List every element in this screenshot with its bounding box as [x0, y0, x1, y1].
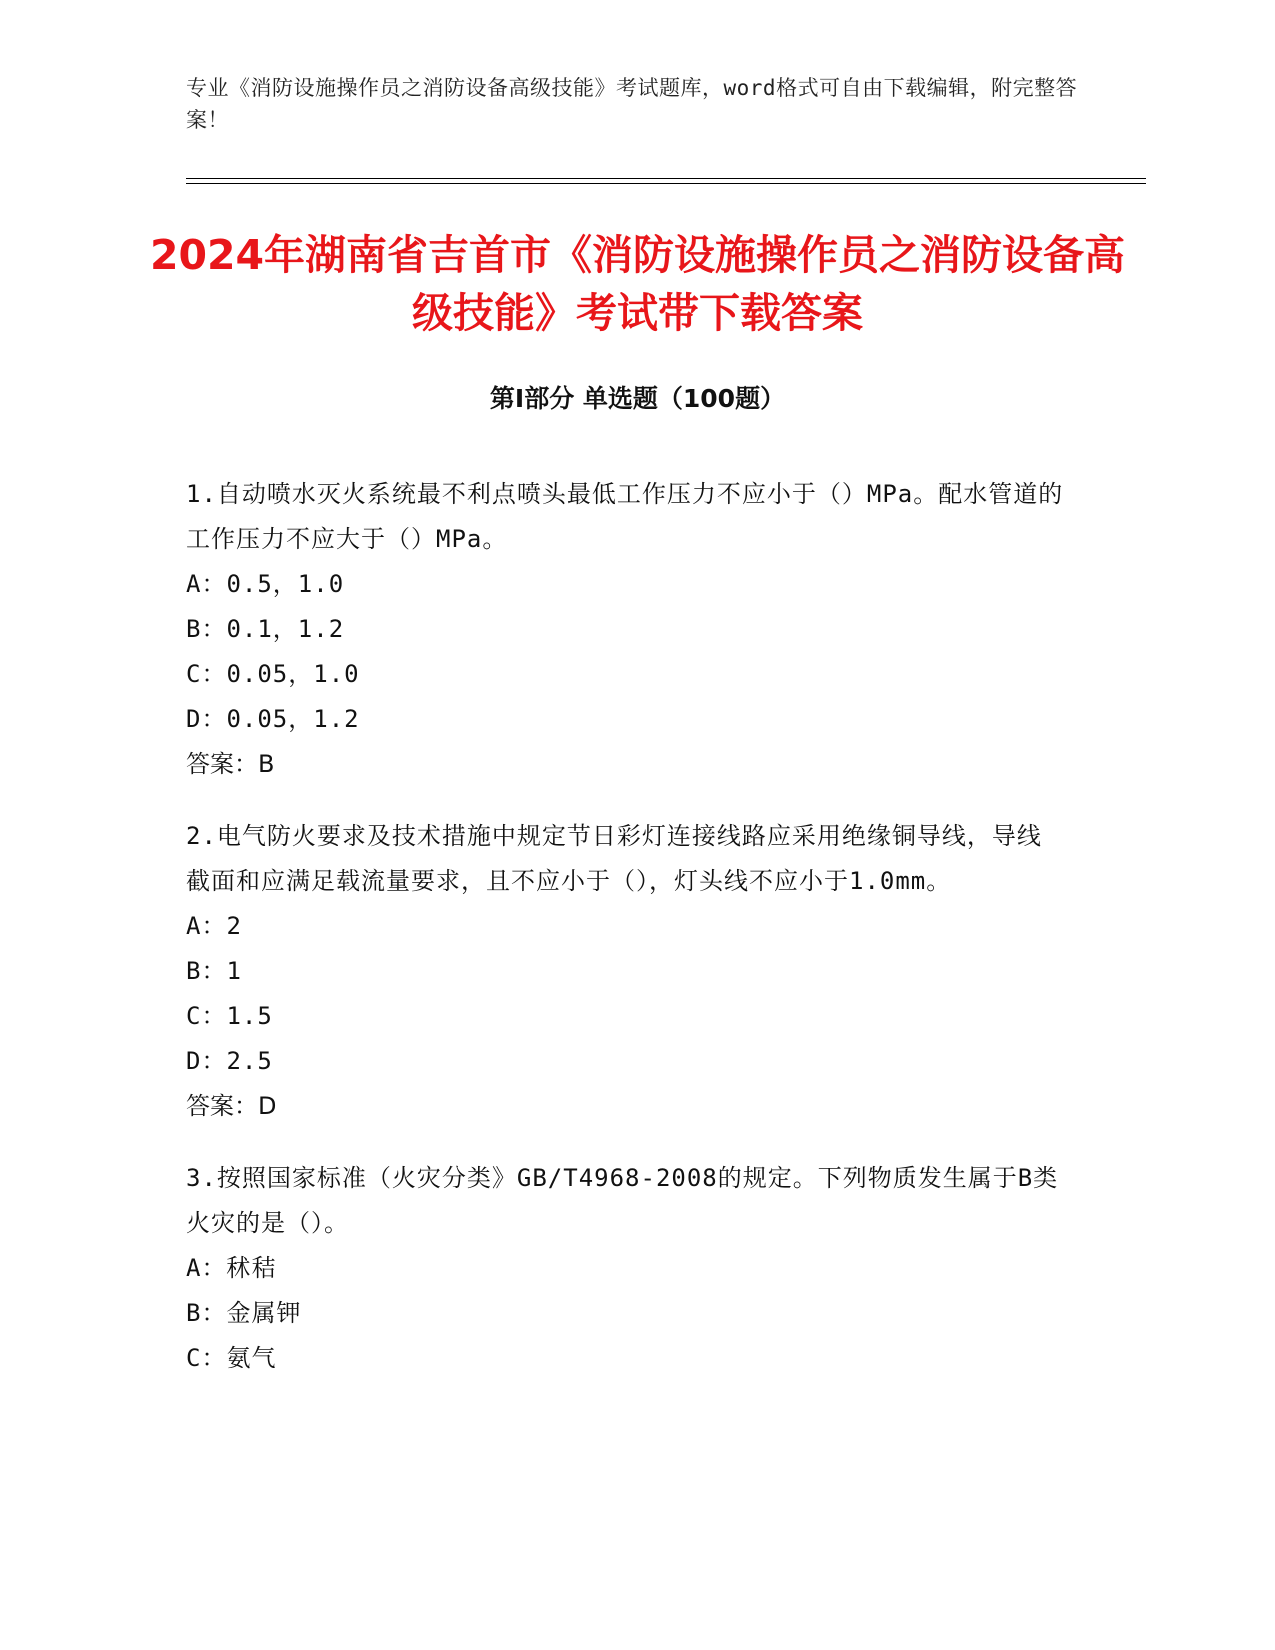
option-d: D：0.05，1.2 — [186, 705, 360, 733]
option-c: C：0.05，1.0 — [186, 660, 360, 688]
option-a: A：0.5，1.0 — [186, 570, 345, 598]
answer: 答案：D — [186, 1092, 277, 1120]
question-1 — [186, 472, 1066, 787]
question-list — [186, 472, 1066, 1408]
option-a: A：2 — [186, 912, 242, 940]
section-heading: 第Ⅰ部分 单选题（100题） — [489, 384, 786, 413]
document-title: 2024年湖南省吉首市《消防设施操作员之消防设备高级技能》考试带下载答案 — [149, 231, 1126, 337]
answer: 答案：B — [186, 750, 275, 778]
question-stem: 1.自动喷水灭火系统最不利点喷头最低工作压力不应小于（）MPa。配水管道的工作压力不应大于（）MPa。 — [186, 480, 1064, 553]
header-note: 专业《消防设施操作员之消防设备高级技能》考试题库，word格式可自由下载编辑，附完整答案！ — [186, 76, 1078, 132]
option-b: B：金属钾 — [186, 1299, 302, 1327]
option-d: D：2.5 — [186, 1047, 273, 1075]
question-2 — [186, 814, 1066, 1129]
option-c: C：氨气 — [186, 1344, 277, 1372]
question-stem: 2.电气防火要求及技术措施中规定节日彩灯连接线路应采用绝缘铜导线，导线截面和应满足载流量要求，且不应小于（），灯头线不应小于1.0mm。 — [186, 822, 1042, 895]
option-c: C：1.5 — [186, 1002, 273, 1030]
header-divider-top — [186, 178, 1146, 179]
option-b: B：0.1，1.2 — [186, 615, 345, 643]
header-divider-bottom — [186, 183, 1146, 184]
question-stem: 3.按照国家标准（火灾分类》GB/T4968-2008的规定。下列物质发生属于B类火灾的是（）。 — [186, 1164, 1059, 1237]
question-3 — [186, 1156, 1066, 1381]
option-b: B：1 — [186, 957, 242, 985]
option-a: A：秫秸 — [186, 1254, 277, 1282]
